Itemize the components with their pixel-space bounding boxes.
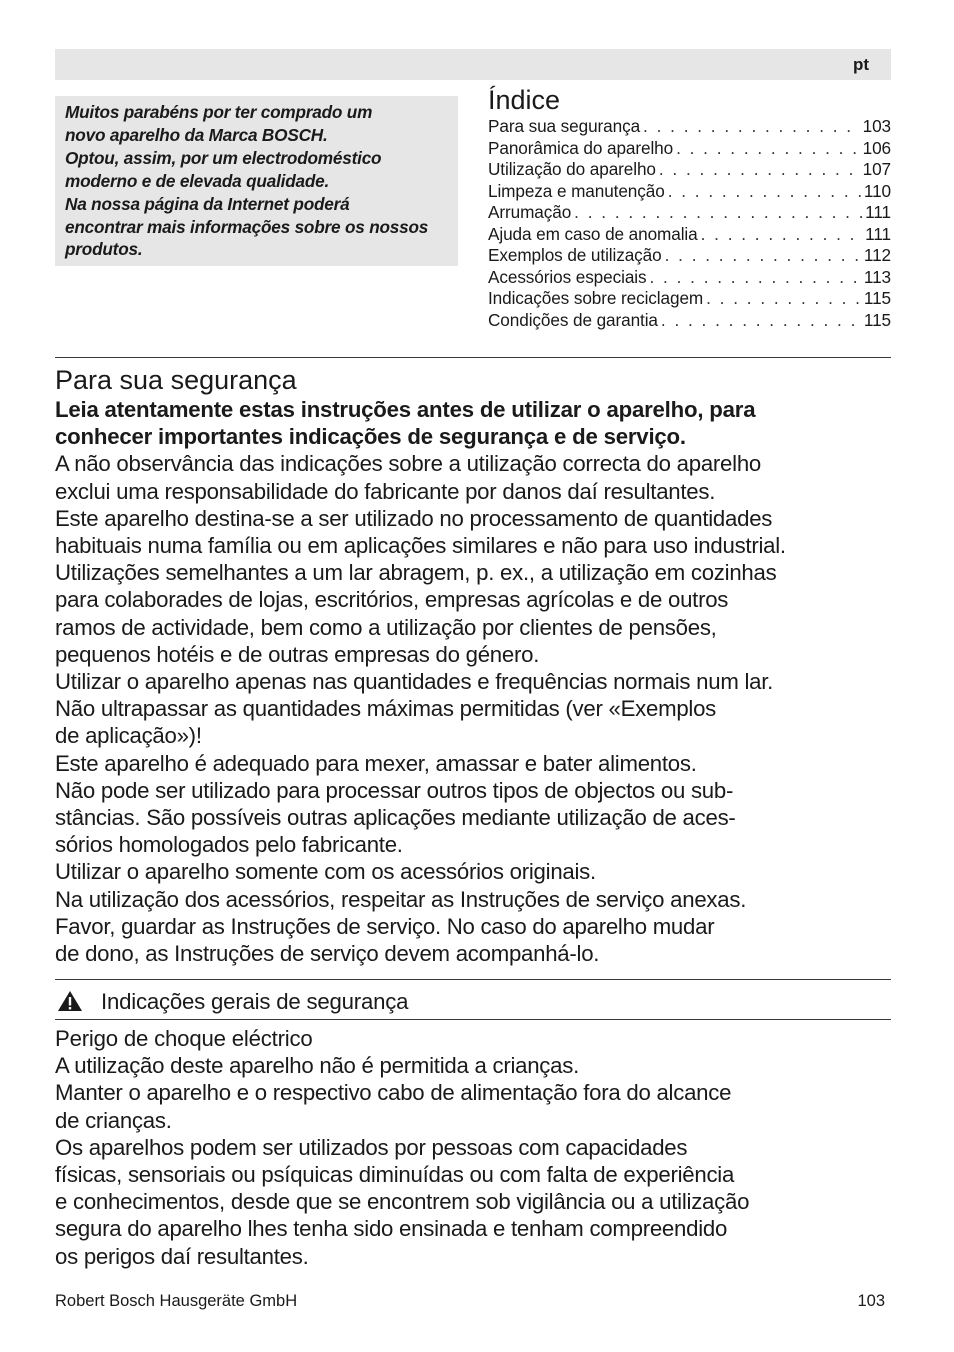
divider [55,1019,891,1020]
body-line: Utilizar o aparelho somente com os acessórios originais. [55,859,596,885]
electric-shock-section [55,1025,895,1270]
warning-triangle-icon [57,990,83,1012]
safety-section [55,364,895,967]
toc-entry-title: Condições de garantia [488,309,658,330]
body-line: Favor, guardar as Instruções de serviço. No caso do aparelho mudar [55,913,715,939]
intro-line: moderno e de elevada qualidade. [65,170,330,191]
table-of-contents [488,84,891,331]
body-line: sórios homologados pelo fabricante. [55,832,403,858]
body-line: A não observância das indicações sobre a utilização correcta do aparelho [55,451,762,477]
section-title: Para sua segurança [55,365,297,395]
toc-entry-page: 113 [863,266,891,287]
body-line: Os aparelhos podem ser utilizados por pessoas com capacidades [55,1134,688,1160]
body-line: Na utilização dos acessórios, respeitar as Instruções de serviço anexas. [55,886,747,912]
toc-entry-page: 110 [863,180,891,201]
body-line: Manter o aparelho e o respectivo cabo de alimentação fora do alcance [55,1080,732,1106]
toc-leader [668,181,861,203]
toc-entry[interactable] [488,181,891,203]
body-line: e conhecimentos, desde que se encontrem sob vigilância ou a utilização [55,1189,750,1215]
toc-leader [706,288,861,310]
body-line: físicas, sensoriais ou psíquicas diminuídas ou com falta de experiência [55,1162,735,1188]
lead-line: conhecer importantes indicações de segurança e de serviço. [55,424,686,450]
body-line: Não ultrapassar as quantidades máximas permitidas (ver «Exemplos [55,696,717,722]
toc-entry-page: 115 [863,288,891,308]
toc-leader [661,310,861,332]
toc-entry-page: 106 [862,137,891,158]
toc-entry-page: 112 [863,245,891,265]
intro-line: produtos. [65,239,143,260]
body-line: Utilizações semelhantes a um lar abragem, p. ex., a utilização em cozinhas [55,560,777,586]
intro-line: encontrar mais informações sobre os nossos [65,216,429,237]
toc-list [488,116,891,331]
toc-leader [676,138,860,160]
toc-leader [701,224,863,246]
toc-entry-page: 111 [865,202,891,222]
toc-entry[interactable] [488,202,891,224]
body-line: os perigos daí resultantes. [55,1243,309,1269]
toc-entry-title: Utilização do aparelho [488,159,656,179]
body-line: de crianças. [55,1107,172,1133]
toc-leader [574,202,862,224]
toc-entry-title: Panorâmica do aparelho [488,137,674,158]
general-safety-title: Indicações gerais de segurança [101,988,409,1014]
toc-entry-page: 111 [865,223,891,244]
language-code: pt [852,55,869,74]
body-line: Não pode ser utilizado para processar outros tipos de objectos ou sub- [55,777,734,803]
subsection-title: Perigo de choque eléctrico [55,1026,313,1051]
toc-leader [643,116,860,138]
toc-leader [659,159,860,181]
body-line: Este aparelho destina-se a ser utilizado no processamento de quantidades [55,505,773,531]
toc-entry-title: Exemplos de utilização [488,245,662,265]
toc-entry-page: 107 [862,159,891,179]
intro-line: Na nossa página da Internet poderá [65,193,350,214]
toc-entry-title: Indicações sobre reciclagem [488,288,704,308]
toc-entry[interactable] [488,310,891,332]
body-line: habituais numa família ou em aplicações similares e não para uso industrial. [55,533,786,559]
toc-entry[interactable] [488,288,891,310]
toc-entry-title: Arrumação [488,202,572,222]
intro-box [55,96,458,266]
body-line: pequenos hotéis e de outras empresas do género. [55,641,540,667]
header-bar [55,49,891,80]
page-number: 103 [857,1292,885,1310]
body-line: de dono, as Instruções de serviço devem acompanhá-lo. [55,941,600,967]
toc-entry[interactable] [488,245,891,267]
toc-entry[interactable] [488,159,891,181]
toc-leader [665,245,861,267]
body-line: segura do aparelho lhes tenha sido ensinada e tenham compreendido [55,1216,728,1242]
lead-line: Leia atentamente estas instruções antes de utilizar o aparelho, para [55,397,756,422]
body-line: A utilização deste aparelho não é permitida a crianças. [55,1053,580,1079]
toc-entry-title: Para sua segurança [488,116,641,136]
body-line: stâncias. São possíveis outras aplicações mediante utilização de aces- [55,805,736,831]
general-safety-heading [55,984,891,1018]
intro-line: Optou, assim, por um electrodoméstico [65,147,382,168]
toc-entry-title: Ajuda em caso de anomalia [488,223,698,244]
body-line: ramos de actividade, bem como a utilização por clientes de pensões, [55,614,717,640]
divider [55,357,891,358]
toc-title: Índice [488,85,561,115]
toc-entry-title: Limpeza e manutenção [488,180,665,201]
toc-entry-page: 103 [862,116,891,136]
toc-entry-page: 115 [863,309,891,330]
divider [55,979,891,980]
toc-entry[interactable] [488,138,891,160]
toc-leader [650,267,861,289]
toc-entry-title: Acessórios especiais [488,266,647,287]
toc-entry[interactable] [488,267,891,289]
body-line: Utilizar o aparelho apenas nas quantidades e frequências normais num lar. [55,669,774,695]
body-line: de aplicação»)! [55,723,202,749]
body-line: exclui uma responsabilidade do fabricante por danos daí resultantes. [55,478,716,504]
intro-line: Muitos parabéns por ter comprado um [65,102,373,122]
intro-line: novo aparelho da Marca BOSCH. [65,124,328,145]
toc-entry[interactable] [488,224,891,246]
body-line: para colaborades de lojas, escritórios, empresas agrícolas e de outros [55,587,729,613]
footer-company: Robert Bosch Hausgeräte GmbH [55,1292,298,1310]
toc-entry[interactable] [488,116,891,138]
body-line: Este aparelho é adequado para mexer, amassar e bater alimentos. [55,750,697,776]
